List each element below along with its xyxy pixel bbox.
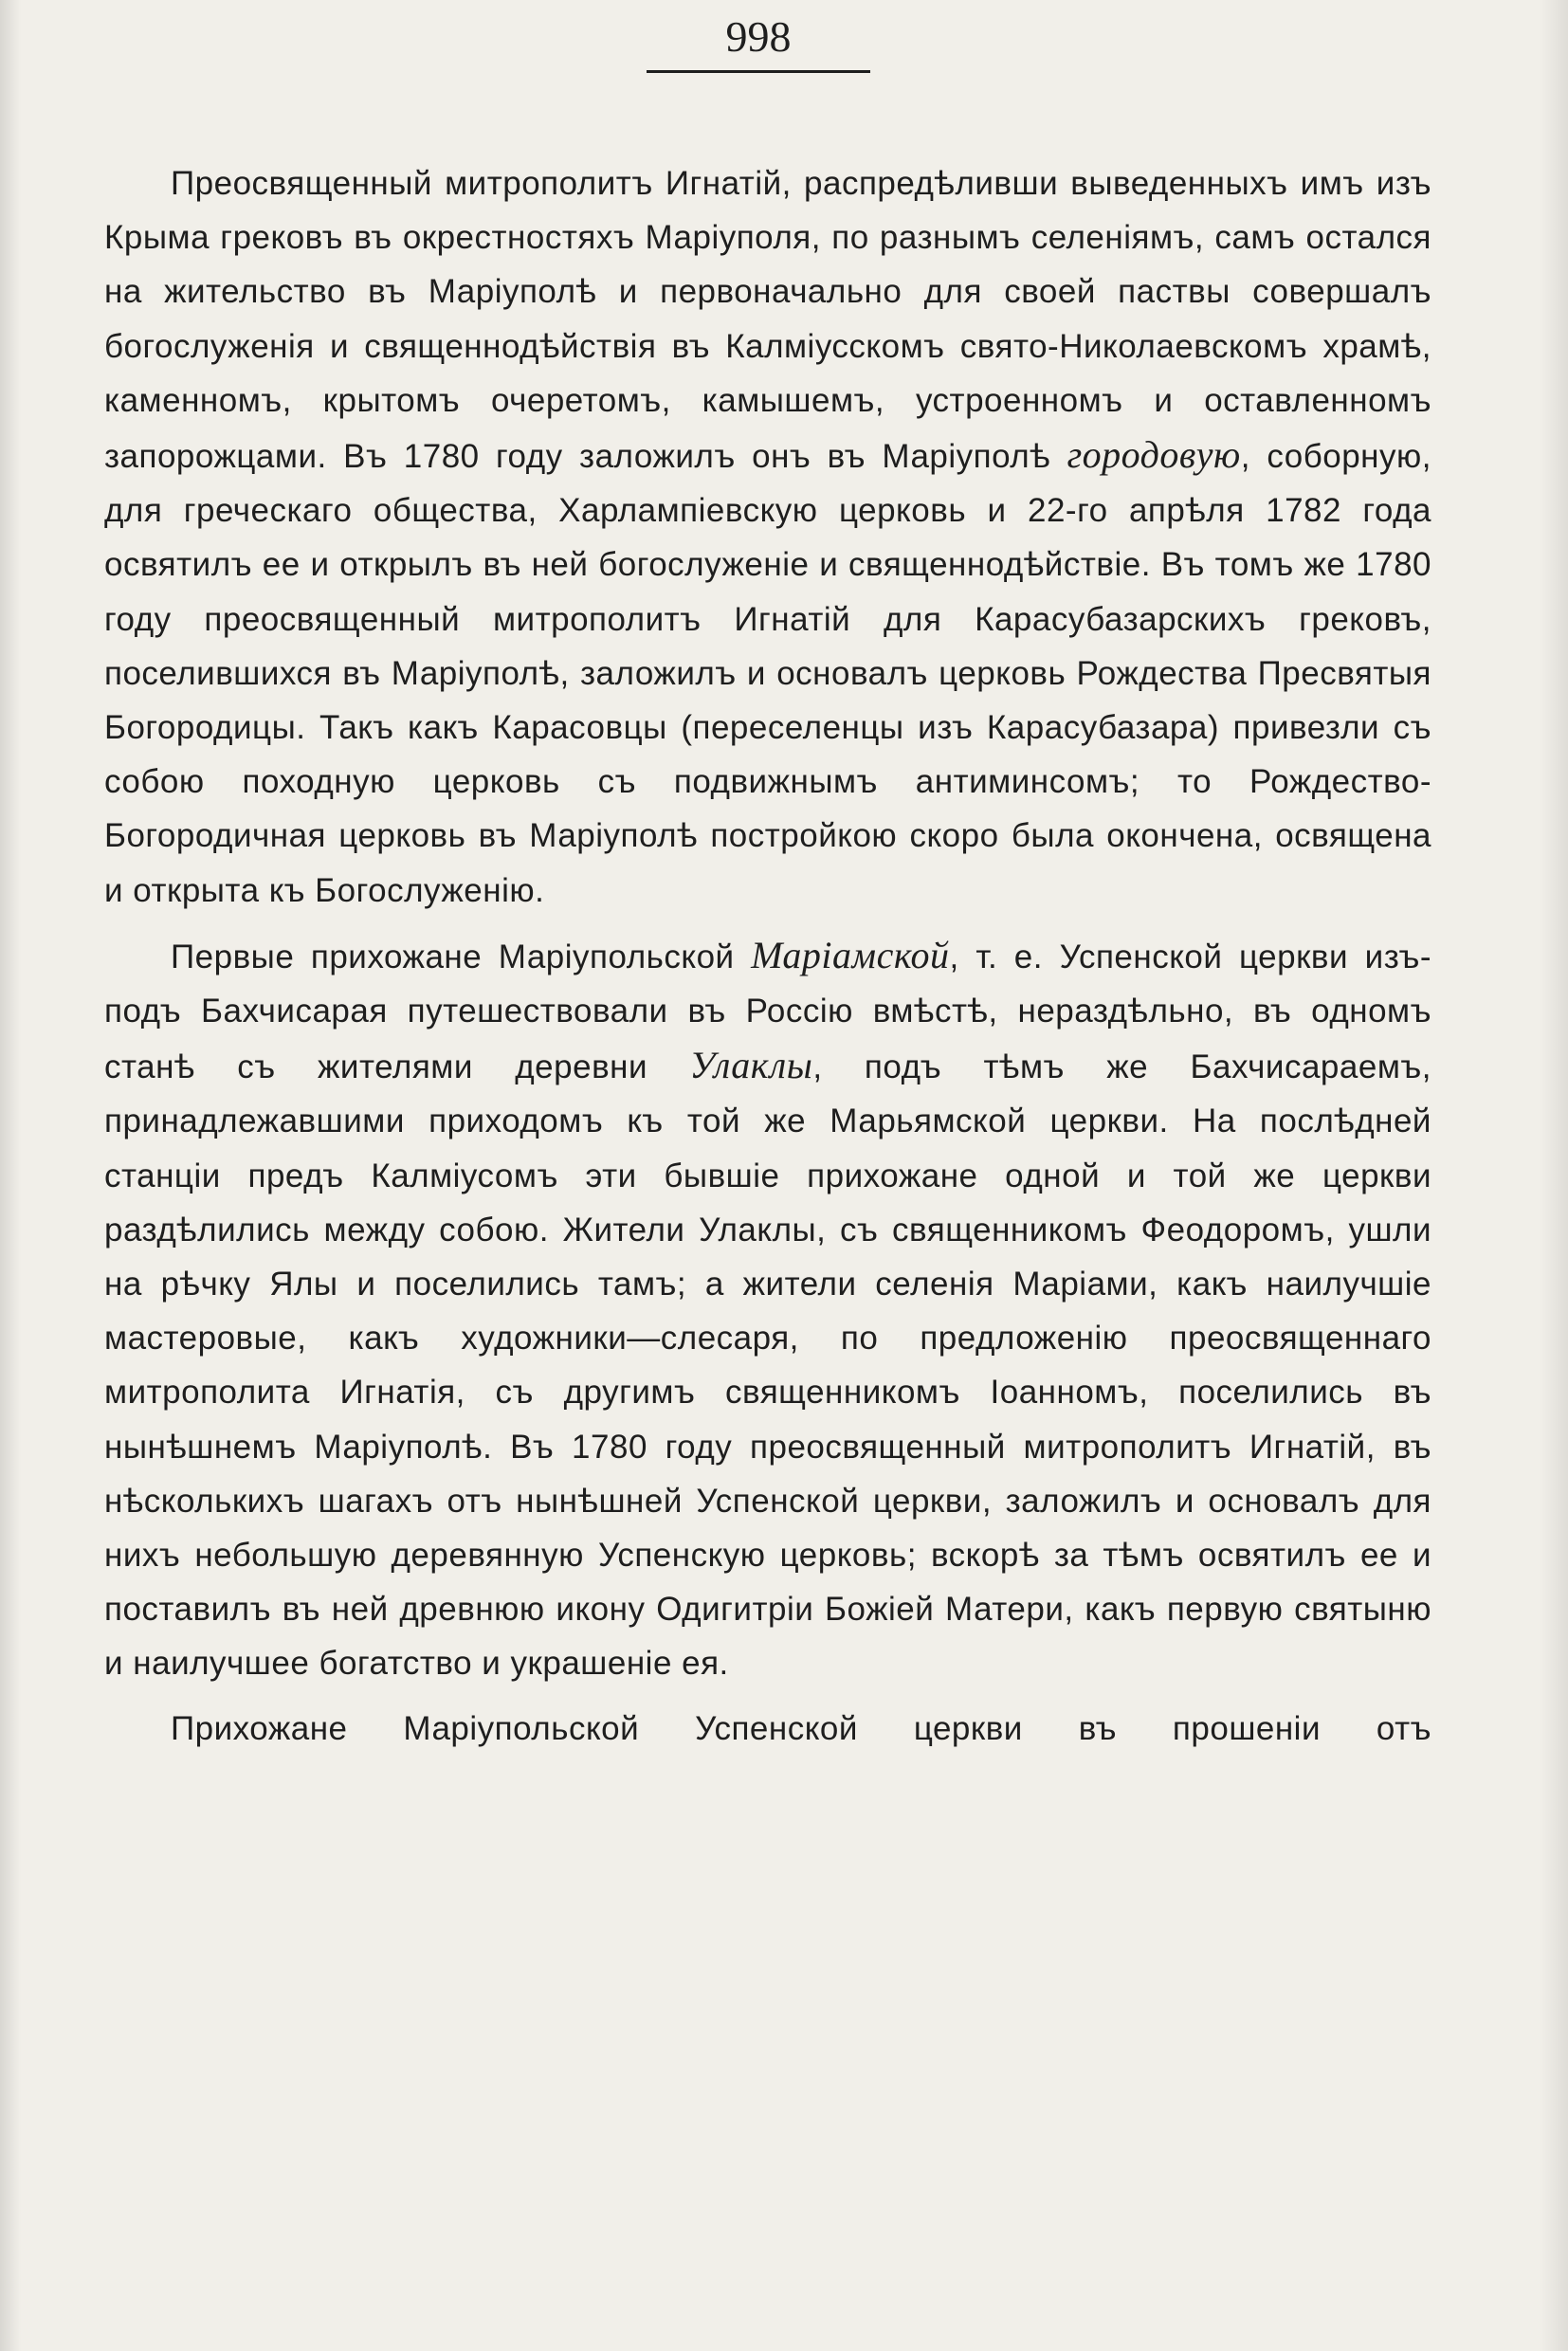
page-edge-shadow-left — [0, 0, 21, 2351]
paragraph-3-text-a: Прихожане Маріупольской Успенской церкви въ прошеніи отъ — [171, 1709, 1431, 1747]
page-edge-shadow-right — [1540, 0, 1568, 2351]
page-number-underline — [647, 70, 870, 73]
page-body — [104, 156, 1431, 1766]
paragraph-2-text-b: , т. е. Успенской церкви изъ-подъ Бахчисарая путешествовали въ Россію вмѣстѣ, нераздѣльно, въ одномъ станѣ съ жителями деревни — [104, 938, 1432, 1086]
paragraph-2 — [104, 928, 1431, 1691]
paragraph-1-text-a: Преосвященный митрополитъ Игнатій, распредѣливши выведенныхъ имъ изъ Крыма грековъ въ окрестностяхъ Маріуполя, по разнымъ селеніямъ, самъ остался на жительство въ Маріуполѣ и первоначально для своей паствы совершалъ богослуженія и священнодѣйствія въ Калміусскомъ свято-Николаевскомъ храмѣ, каменномъ, крытомъ очеретомъ, камышемъ, устроенномъ и оставленномъ запорожцами. Въ 1780 году заложилъ онъ въ Маріуполѣ — [104, 165, 1431, 476]
page-number: 998 — [725, 12, 792, 61]
paragraph-2-emphasis-mariamskoy: Маріамской — [751, 933, 950, 976]
paragraph-1-text-b: , соборную, для греческаго общества, Харлампіевскую церковь и 22-го апрѣля 1782 года освятилъ ее и открылъ въ ней богослуженіе и священнодѣйствіе. Въ томъ же 1780 году преосвященный митрополитъ Игнатій для Карасубазарскихъ грековъ, поселившихся въ Маріуполѣ, заложилъ и основалъ церковь Рождества Пресвятыя Богородицы. Такъ какъ Карасовцы (переселенцы изъ Карасубазара) привезли съ собою походную церковь съ подвижнымъ антиминсомъ; то Рождество-Богородичная церковь въ Маріуполѣ постройкою скоро была окончена, освящена и открыта къ Богослуженію. — [104, 438, 1431, 909]
paragraph-2-text-c: , подъ тѣмъ же Бахчисараемъ, принадлежавшими приходомъ къ той же Марьямской церкви. На послѣдней станціи предъ Калміусомъ эти бывшіе прихожане одной и той же церкви раздѣлились между собою. Жители Улаклы, съ священникомъ Феодоромъ, ушли на рѣчку Ялы и поселились тамъ; а жители селенія Маріами, какъ наилучшіе мастеровые, какъ художники—слесаря, по предложенію преосвященнаго митрополита Игнатія, съ другимъ священникомъ Іоанномъ, поселились въ нынѣшнемъ Маріуполѣ. Въ 1780 году преосвященный митрополитъ Игнатій, въ нѣсколькихъ шагахъ отъ нынѣшней Успенской церкви, заложилъ и основалъ для нихъ небольшую деревянную Успенскую церковь; вскорѣ за тѣмъ освятилъ ее и поставилъ въ ней древнюю икону Одигитріи Божіей Матери, какъ первую святыню и наилучшее богатство и украшеніе ея. — [104, 1048, 1431, 1683]
paragraph-1-emphasis-gorodovuyu: городовую — [1067, 433, 1241, 477]
paragraph-1 — [104, 156, 1431, 918]
paragraph-2-text-a: Первые прихожане Маріупольской — [171, 938, 752, 975]
paragraph-2-emphasis-ulakly: Улаклы — [689, 1044, 813, 1087]
paragraph-3 — [104, 1702, 1431, 1756]
